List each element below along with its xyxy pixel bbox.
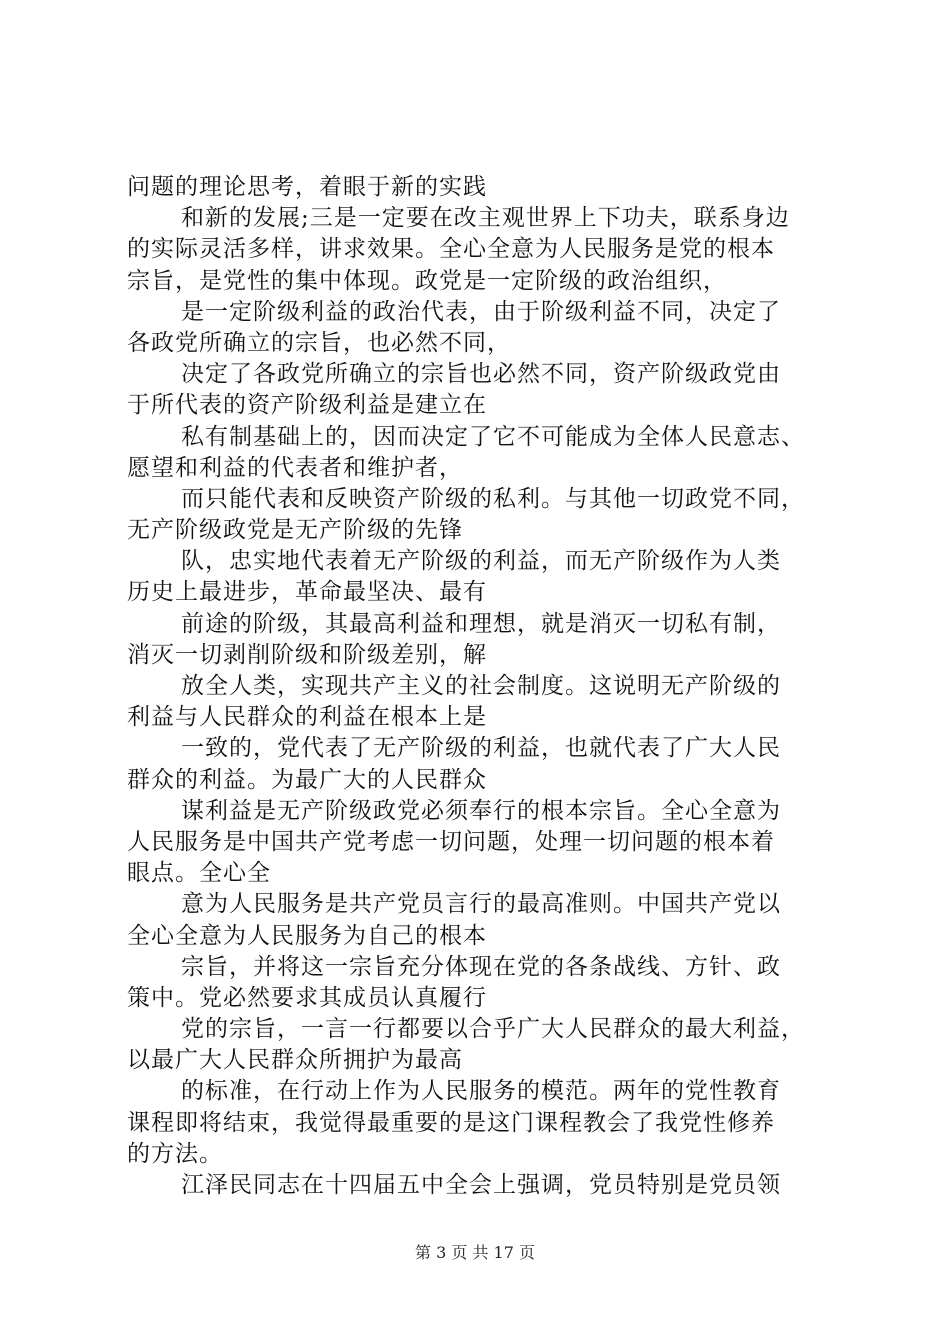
text-line: 的方法。: [127, 1140, 223, 1167]
text-line: 人民服务是中国共产党考虑一切问题，处理一切问题的根本着: [127, 828, 775, 855]
text-line: 放全人类，实现共产主义的社会制度。这说明无产阶级的: [181, 673, 781, 699]
text-line: 眼点。全心全: [127, 860, 271, 887]
text-line: 课程即将结束，我觉得最重要的是这门课程教会了我党性修养: [127, 1109, 775, 1136]
text-line: 宗旨，是党性的集中体现。政党是一定阶级的政治组织，: [127, 267, 727, 294]
text-line: 前途的阶级，其最高利益和理想，就是消灭一切私有制，: [181, 610, 781, 637]
text-line: 各政党所确立的宗旨，也必然不同，: [127, 329, 511, 356]
text-line: 消灭一切剥削阶级和阶级差别，解: [127, 641, 487, 668]
text-line: 群众的利益。为最广大的人民群众: [127, 766, 487, 793]
text-line: 而只能代表和反映资产阶级的私利。与其他一切政党不同，: [181, 485, 805, 512]
text-line: 全心全意为人民服务为自己的根本: [127, 922, 487, 949]
body-text: [127, 172, 837, 1201]
text-line: 队，忠实地代表着无产阶级的利益，而无产阶级作为人类: [181, 548, 781, 575]
text-line: 是一定阶级利益的政治代表，由于阶级利益不同，决定了: [181, 298, 781, 325]
text-line: 的标准，在行动上作为人民服务的模范。两年的党性教育: [181, 1078, 781, 1105]
text-line: 无产阶级政党是无产阶级的先锋: [127, 517, 463, 544]
text-line: 历史上最进步，革命最坚决、最有: [127, 579, 487, 606]
text-line: 愿望和利益的代表者和维护者，: [127, 454, 463, 481]
text-line: 问题的理论思考，着眼于新的实践: [127, 174, 487, 200]
text-line: 宗旨，并将这一宗旨充分体现在党的各条战线、方针、政: [181, 953, 781, 980]
page-footer: 第 3 页 共 17 页: [415, 1243, 535, 1262]
text-line: 江泽民同志在十四届五中全会上强调，党员特别是党员领: [181, 1172, 781, 1198]
text-line: 决定了各政党所确立的宗旨也必然不同，资产阶级政党由: [181, 361, 781, 388]
text-line: 私有制基础上的，因而决定了它不可能成为全体人民意志、: [181, 423, 805, 450]
text-line: 于所代表的资产阶级利益是建立在: [127, 392, 487, 419]
text-line: 意为人民服务是共产党员言行的最高准则。中国共产党以: [181, 891, 781, 918]
text-line: 的实际灵活多样，讲求效果。全心全意为人民服务是党的根本: [127, 236, 775, 263]
text-line: 谋利益是无产阶级政党必须奉行的根本宗旨。全心全意为: [181, 797, 781, 824]
text-line: 策中。党必然要求其成员认真履行: [127, 984, 487, 1011]
text-line: 和新的发展;三是一定要在改主观世界上下功夫，联系身边: [181, 205, 790, 232]
text-line: 利益与人民群众的利益在根本上是: [127, 704, 487, 731]
text-line: 党的宗旨，一言一行都要以合乎广大人民群众的最大利益，: [181, 1016, 805, 1043]
text-line: 以最广大人民群众所拥护为最高: [127, 1047, 463, 1074]
text-line: 一致的，党代表了无产阶级的利益，也就代表了广大人民: [181, 735, 781, 762]
